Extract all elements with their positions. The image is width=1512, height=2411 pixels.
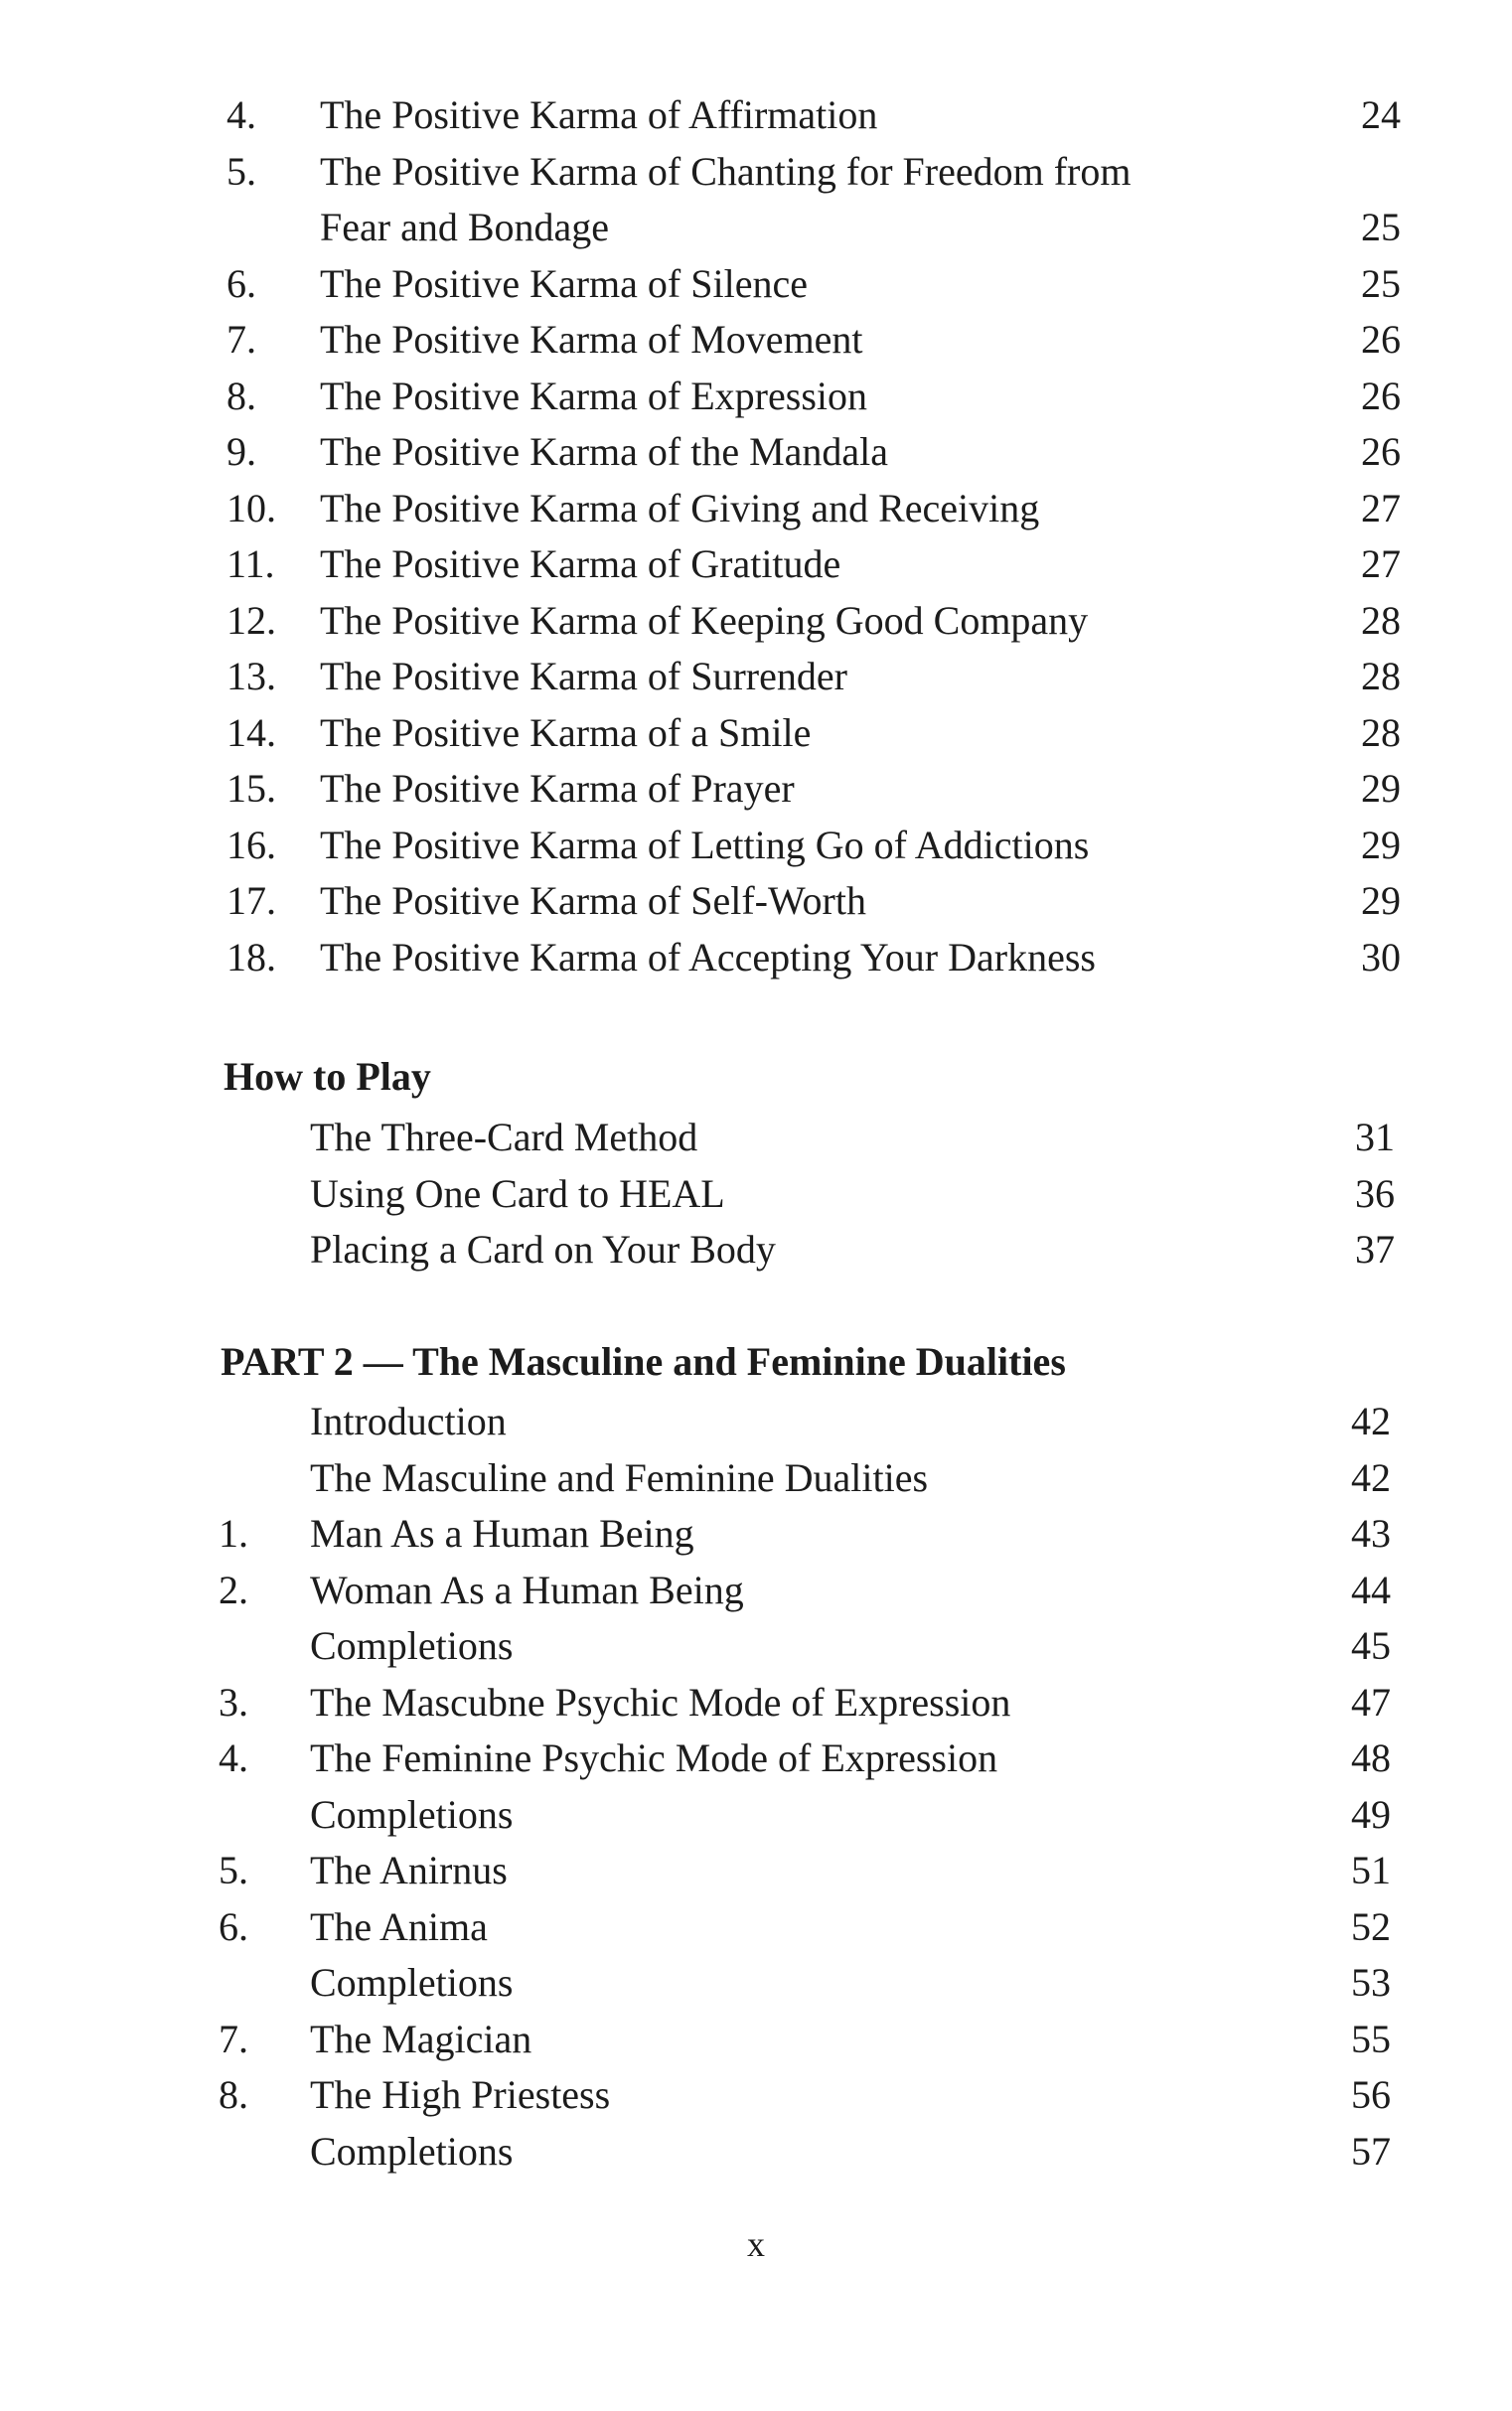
entry-number: 5. [219, 1848, 248, 1892]
entry-title: Fear and Bondage [320, 205, 610, 249]
entry-title: The Positive Karma of Movement [320, 317, 863, 362]
entry-page-number: 24 [1361, 92, 1401, 137]
part2-list [0, 1394, 1512, 2180]
entry-title: Completions [310, 1791, 514, 1837]
entry-page-number: 51 [1351, 1848, 1391, 1892]
entry-page-number: 25 [1361, 205, 1401, 249]
toc-entry [0, 1899, 1512, 1956]
entry-number: 10. [227, 485, 276, 530]
entry-page-number: 45 [1351, 1623, 1391, 1668]
entry-title: Introduction [310, 1399, 507, 1443]
toc-entry [0, 1955, 1512, 2012]
entry-number: 5. [227, 148, 256, 194]
entry-number: 16. [227, 822, 276, 867]
entry-page-number: 26 [1361, 429, 1401, 474]
toc-entry [0, 873, 1512, 930]
toc-entry [0, 2067, 1512, 2124]
toc-entry [0, 1618, 1512, 1675]
entry-number: 8. [227, 373, 256, 418]
entry-title: The Masculine and Feminine Dualities [310, 1454, 929, 1500]
toc-entry [0, 312, 1512, 369]
entry-title: The Three-Card Method [310, 1115, 698, 1159]
entry-number: 7. [219, 2016, 248, 2061]
entry-page-number: 30 [1361, 934, 1401, 979]
entry-number: 4. [219, 1735, 248, 1780]
how-to-play-list [0, 1110, 1512, 1279]
entry-title: Placing a Card on Your Body [310, 1227, 776, 1272]
toc-entry [0, 2124, 1512, 2181]
entry-title: The Positive Karma of Surrender [320, 654, 847, 698]
entry-page-number: 57 [1351, 2128, 1391, 2174]
entry-title: The Positive Karma of Silence [320, 260, 808, 306]
entry-page-number: 56 [1351, 2072, 1391, 2117]
entry-page-number: 31 [1355, 1115, 1395, 1159]
entry-title: The Mascubne Psychic Mode of Expression [310, 1679, 1011, 1725]
entry-number: 12. [227, 597, 276, 643]
entry-title: The Positive Karma of the Mandala [320, 429, 889, 474]
entry-number: 8. [219, 2072, 248, 2117]
part2-heading: PART 2 — The Masculine and Feminine Dualities [221, 1339, 1066, 1384]
entry-title: The Positive Karma of Gratitude [320, 541, 841, 586]
entry-number: 6. [219, 1903, 248, 1949]
toc-entry [0, 1563, 1512, 1619]
entry-number: 1. [219, 1511, 248, 1556]
entry-page-number: 28 [1361, 597, 1401, 643]
entry-title: The Positive Karma of Giving and Receiving [320, 485, 1040, 530]
entry-title: Completions [310, 2128, 514, 2174]
entry-page-number: 55 [1351, 2016, 1391, 2061]
entry-number: 6. [227, 260, 256, 306]
entry-title: The Positive Karma of Letting Go of Addictions [320, 822, 1090, 867]
entry-page-number: 29 [1361, 822, 1401, 867]
toc-entry [0, 481, 1512, 537]
entry-number: 17. [227, 878, 276, 923]
entry-page-number: 28 [1361, 709, 1401, 755]
toc-entry [0, 1222, 1512, 1279]
entry-title: The Feminine Psychic Mode of Expression [310, 1735, 998, 1780]
toc-entry [0, 256, 1512, 313]
toc-entry [0, 200, 1512, 256]
entry-page-number: 37 [1355, 1227, 1395, 1272]
entry-number: 7. [227, 317, 256, 362]
toc-entry [0, 1110, 1512, 1166]
toc-entry [0, 2012, 1512, 2068]
page-folio: x [747, 2224, 765, 2264]
entry-title: The Positive Karma of Prayer [320, 766, 795, 811]
toc-entry [0, 1675, 1512, 1732]
entry-title: Using One Card to HEAL [310, 1170, 725, 1216]
entry-page-number: 36 [1355, 1170, 1395, 1216]
entry-page-number: 25 [1361, 260, 1401, 306]
positive-karma-list [0, 87, 1512, 985]
entry-title: The Positive Karma of Keeping Good Company [320, 597, 1089, 643]
entry-title: The Positive Karma of Affirmation [320, 92, 878, 137]
entry-title: The Positive Karma of Self-Worth [320, 878, 866, 923]
entry-number: 2. [219, 1567, 248, 1612]
toc-entry [0, 369, 1512, 425]
toc-entry [0, 1843, 1512, 1899]
entry-page-number: 53 [1351, 1960, 1391, 2005]
toc-entry [0, 536, 1512, 593]
entry-page-number: 29 [1361, 766, 1401, 811]
entry-page-number: 42 [1351, 1399, 1391, 1443]
toc-entry [0, 818, 1512, 874]
toc-entry [0, 1787, 1512, 1844]
entry-page-number: 27 [1361, 541, 1401, 586]
toc-entry [0, 1450, 1512, 1507]
toc-entry [0, 705, 1512, 762]
entry-page-number: 26 [1361, 317, 1401, 362]
entry-title: The Positive Karma of Accepting Your Darkness [320, 934, 1096, 979]
entry-title: Woman As a Human Being [310, 1567, 744, 1612]
entry-page-number: 43 [1351, 1511, 1391, 1556]
entry-page-number: 47 [1351, 1679, 1391, 1725]
toc-entry [0, 593, 1512, 650]
how-to-play-heading: How to Play [224, 1054, 431, 1099]
entry-page-number: 44 [1351, 1567, 1391, 1612]
toc-entry [0, 649, 1512, 705]
entry-page-number: 27 [1361, 485, 1401, 530]
toc-entry [0, 761, 1512, 818]
toc-entry [0, 87, 1512, 144]
entry-page-number: 29 [1361, 878, 1401, 923]
entry-title: The Anima [310, 1903, 488, 1949]
entry-title: Man As a Human Being [310, 1511, 694, 1556]
toc-entry [0, 1394, 1512, 1450]
entry-number: 3. [219, 1679, 248, 1725]
toc-entry [0, 930, 1512, 986]
entry-page-number: 26 [1361, 373, 1401, 418]
entry-title: The High Priestess [310, 2072, 611, 2117]
entry-number: 11. [227, 541, 275, 586]
toc-entry [0, 144, 1512, 201]
entry-page-number: 28 [1361, 654, 1401, 698]
entry-number: 9. [227, 429, 256, 474]
entry-number: 14. [227, 709, 276, 755]
entry-title: The Magician [310, 2016, 532, 2061]
entry-title: The Positive Karma of a Smile [320, 709, 812, 755]
entry-number: 13. [227, 654, 276, 698]
entry-page-number: 48 [1351, 1735, 1391, 1780]
entry-title: The Anirnus [310, 1848, 508, 1892]
toc-entry [0, 1506, 1512, 1563]
toc-entry [0, 424, 1512, 481]
entry-number: 4. [227, 92, 256, 137]
entry-title: Completions [310, 1623, 514, 1668]
entry-title: Completions [310, 1960, 514, 2005]
entry-number: 18. [227, 934, 276, 979]
entry-page-number: 52 [1351, 1903, 1391, 1949]
entry-title: The Positive Karma of Expression [320, 373, 867, 418]
toc-entry [0, 1166, 1512, 1223]
toc-entry [0, 1731, 1512, 1787]
entry-page-number: 49 [1351, 1791, 1391, 1837]
entry-title: The Positive Karma of Chanting for Freedom from [320, 148, 1132, 194]
entry-number: 15. [227, 766, 276, 811]
entry-page-number: 42 [1351, 1454, 1391, 1500]
